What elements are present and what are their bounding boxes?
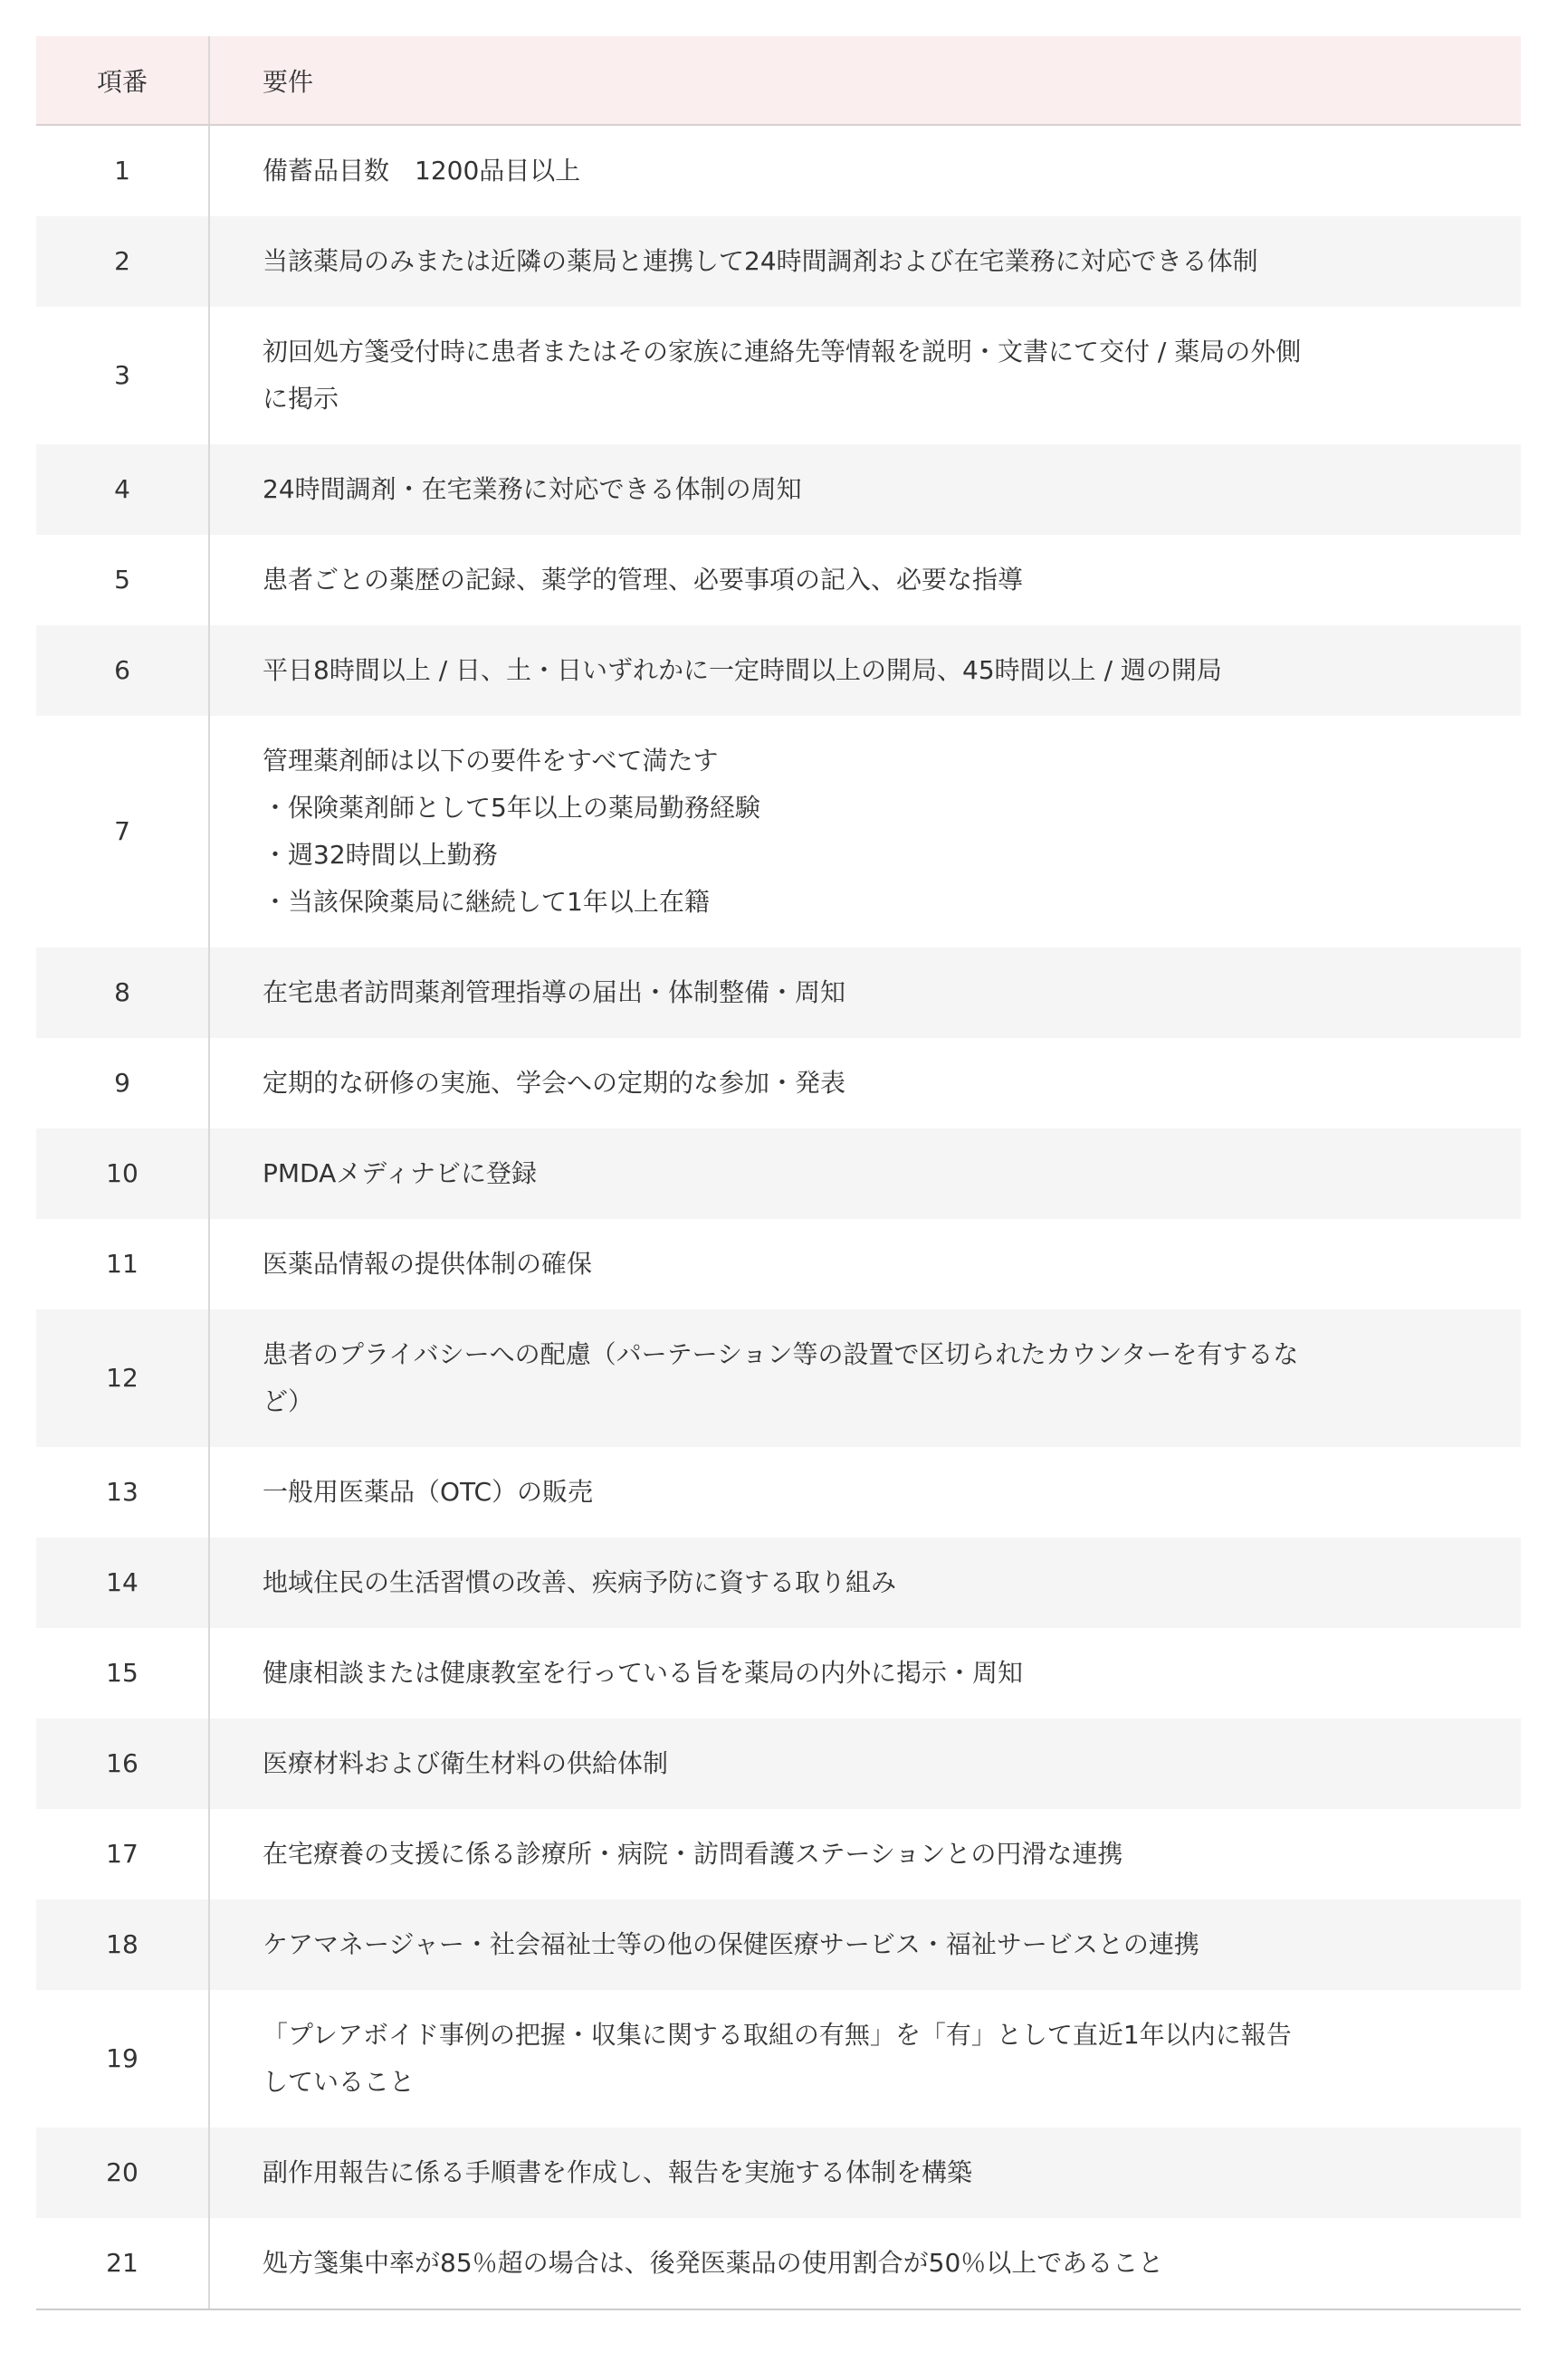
table-row: [36, 625, 1521, 716]
requirement-cell: [209, 1038, 1521, 1128]
requirement-text: 一般用医薬品（OTC）の販売: [263, 1477, 594, 1507]
item-number: 18: [36, 1899, 209, 1990]
requirement-text: PMDAメディナビに登録: [263, 1158, 538, 1188]
requirement-cell: [209, 125, 1521, 216]
table-header: [36, 36, 1521, 125]
item-number: 1: [36, 125, 209, 216]
table-row: [36, 1219, 1521, 1309]
requirements-table: [36, 36, 1521, 2310]
requirement-text: 管理薬剤師は以下の要件をすべて満たす: [263, 746, 719, 776]
requirement-cell: [209, 2128, 1521, 2218]
item-number: 8: [36, 947, 209, 1038]
requirement-text: 医療材料および衛生材料の供給体制: [263, 1748, 669, 1778]
item-number: 21: [36, 2218, 209, 2309]
requirement-cell: [209, 216, 1521, 307]
item-number: 13: [36, 1447, 209, 1537]
requirement-cell: [209, 1537, 1521, 1628]
header-row: [36, 36, 1521, 125]
table-row: [36, 535, 1521, 625]
requirement-text: 処方箋集中率が85％超の場合は、後発医薬品の使用割合が50％以上であること: [263, 2248, 1164, 2278]
table-row: [36, 1718, 1521, 1809]
requirement-cell: [209, 1309, 1521, 1447]
requirement-cell: [209, 1128, 1521, 1219]
requirement-text: 地域住民の生活習慣の改善、疾病予防に資する取り組み: [263, 1567, 897, 1597]
table-row: [36, 125, 1521, 216]
table-row: [36, 2218, 1521, 2309]
item-number: 17: [36, 1809, 209, 1899]
requirement-cell: [209, 716, 1521, 947]
requirement-text: していること: [263, 2067, 416, 2097]
requirements-table-container: [36, 36, 1521, 2310]
table-row: [36, 1809, 1521, 1899]
table-row: [36, 716, 1521, 947]
item-number: 12: [36, 1309, 209, 1447]
table-row: [36, 444, 1521, 535]
item-number: 20: [36, 2128, 209, 2218]
table-row: [36, 1537, 1521, 1628]
item-number: 11: [36, 1219, 209, 1309]
requirement-cell: [209, 1447, 1521, 1537]
requirement-text: に掲示: [263, 384, 339, 414]
table-row: [36, 1309, 1521, 1447]
requirement-text: 備蓄品目数 1200品目以上: [263, 156, 581, 186]
requirement-cell: [209, 1718, 1521, 1809]
requirement-text: 当該薬局のみまたは近隣の薬局と連携して24時間調剤および在宅業務に対応できる体制: [263, 246, 1258, 276]
requirement-text: 健康相談または健康教室を行っている旨を薬局の内外に掲示・周知: [263, 1658, 1024, 1688]
item-number: 6: [36, 625, 209, 716]
table-body: [36, 125, 1521, 2309]
requirement-text: ケアマネージャー・社会福祉士等の他の保健医療サービス・福祉サービスとの連携: [263, 1929, 1199, 1959]
table-row: [36, 307, 1521, 444]
requirement-text: ・週32時間以上勤務: [263, 840, 498, 870]
item-number: 16: [36, 1718, 209, 1809]
requirement-text: 「プレアボイド事例の把握・収集に関する取組の有無」を「有」として直近1年以内に報告: [263, 2020, 1292, 2050]
item-number: 9: [36, 1038, 209, 1128]
requirement-text: 平日8時間以上 / 日、土・日いずれかに一定時間以上の開局、45時間以上 / 週の開局: [263, 655, 1222, 685]
item-number: 7: [36, 716, 209, 947]
requirement-text: 患者のプライバシーへの配慮（パーテーション等の設置で区切られたカウンターを有するな: [263, 1339, 1299, 1369]
requirement-cell: [209, 307, 1521, 444]
item-number: 19: [36, 1990, 209, 2128]
item-number: 3: [36, 307, 209, 444]
table-row: [36, 1899, 1521, 1990]
table-row: [36, 1628, 1521, 1718]
requirement-text: 患者ごとの薬歴の記録、薬学的管理、必要事項の記入、必要な指導: [263, 565, 1024, 595]
requirement-text: ・当該保険薬局に継続して1年以上在籍: [263, 887, 710, 917]
item-number: 2: [36, 216, 209, 307]
header-requirement: 要件: [209, 36, 1521, 125]
table-row: [36, 2128, 1521, 2218]
requirement-text: 医薬品情報の提供体制の確保: [263, 1249, 593, 1279]
table-row: [36, 1128, 1521, 1219]
requirement-text: ど）: [263, 1386, 314, 1416]
item-number: 14: [36, 1537, 209, 1628]
table-row: [36, 1447, 1521, 1537]
item-number: 5: [36, 535, 209, 625]
requirement-text: ・保険薬剤師として5年以上の薬局勤務経験: [263, 793, 760, 823]
requirement-text: 副作用報告に係る手順書を作成し、報告を実施する体制を構築: [263, 2157, 973, 2187]
requirement-cell: [209, 1990, 1521, 2128]
requirement-cell: [209, 1219, 1521, 1309]
requirement-text: 定期的な研修の実施、学会への定期的な参加・発表: [263, 1068, 846, 1098]
item-number: 15: [36, 1628, 209, 1718]
table-row: [36, 216, 1521, 307]
item-number: 10: [36, 1128, 209, 1219]
requirement-text: 初回処方箋受付時に患者またはその家族に連絡先等情報を説明・文書にて交付 / 薬局の外側: [263, 337, 1302, 367]
table-row: [36, 1038, 1521, 1128]
requirement-cell: [209, 1628, 1521, 1718]
requirement-cell: [209, 444, 1521, 535]
item-number: 4: [36, 444, 209, 535]
table-row: [36, 947, 1521, 1038]
requirement-cell: [209, 625, 1521, 716]
header-item-number: 項番: [36, 36, 209, 125]
requirement-text: 在宅患者訪問薬剤管理指導の届出・体制整備・周知: [263, 977, 846, 1007]
requirement-text: 在宅療養の支援に係る診療所・病院・訪問看護ステーションとの円滑な連携: [263, 1839, 1123, 1869]
requirement-cell: [209, 2218, 1521, 2309]
requirement-cell: [209, 535, 1521, 625]
requirement-cell: [209, 947, 1521, 1038]
requirement-cell: [209, 1899, 1521, 1990]
requirement-text: 24時間調剤・在宅業務に対応できる体制の周知: [263, 474, 802, 504]
requirement-cell: [209, 1809, 1521, 1899]
table-row: [36, 1990, 1521, 2128]
